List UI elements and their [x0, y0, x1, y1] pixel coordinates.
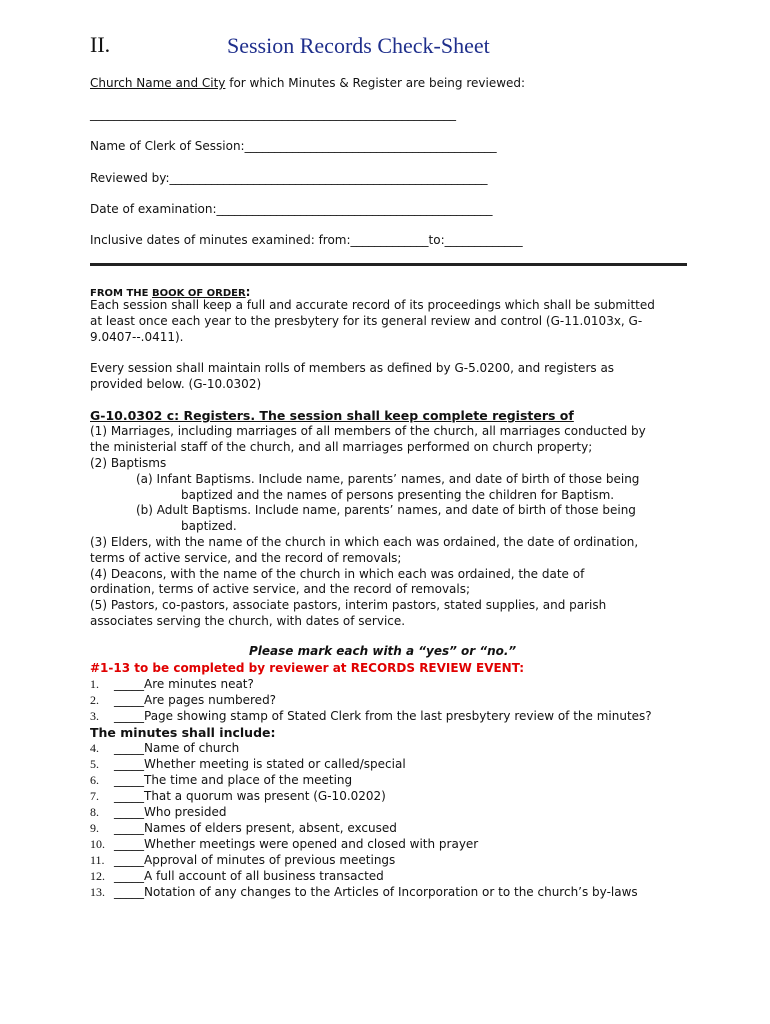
- checklist-item-number: 7.: [90, 789, 99, 803]
- registers-line-13: associates serving the church, with dates of service.: [90, 614, 406, 628]
- minutes-heading: The minutes shall include:: [90, 725, 276, 740]
- checklist-item[interactable]: [90, 773, 352, 788]
- checklist-item[interactable]: [90, 869, 384, 884]
- checklist-item[interactable]: [90, 741, 239, 756]
- checklist-item[interactable]: [90, 757, 406, 772]
- checklist-item-number: 8.: [90, 805, 99, 819]
- book-of-order-heading: [90, 285, 250, 299]
- checklist-item[interactable]: [90, 789, 386, 804]
- registers-line-9: terms of active service, and the record of removals;: [90, 551, 402, 565]
- registers-line-2: the ministerial staff of the church, and all marriages performed on church property;: [90, 440, 593, 454]
- checklist-item-text: _____Who presided: [114, 805, 227, 819]
- boo-paragraph-2-line-2: provided below. (G-10.0302): [90, 377, 262, 391]
- boo-heading-link: BOOK OF ORDER: [151, 288, 246, 299]
- checklist-item-number: 5.: [90, 757, 99, 771]
- checklist-item-text: _____Name of church: [114, 741, 240, 755]
- checklist-item-number: 4.: [90, 741, 99, 755]
- checklist-item-text: _____Whether meetings were opened and closed with prayer: [114, 837, 479, 851]
- inclusive-dates-field[interactable]: Inclusive dates of minutes examined: from:_____________to:_____________: [90, 233, 523, 247]
- checklist-item-text: _____Whether meeting is stated or called/special: [114, 757, 406, 771]
- checklist-item-number: 10.: [90, 837, 105, 851]
- checklist-item-number: 13.: [90, 885, 105, 899]
- church-name-label-rest: for which Minutes & Register are being reviewed:: [225, 76, 526, 90]
- checklist-item-text: _____Are minutes neat?: [114, 677, 254, 691]
- registers-line-5: baptized and the names of persons presenting the children for Baptism.: [181, 488, 615, 502]
- checklist-item[interactable]: [90, 853, 395, 868]
- checklist-item-text: _____Notation of any changes to the Articles of Incorporation or to the church’s by-laws: [114, 885, 638, 899]
- registers-heading: G-10.0302 c: Registers. The session shall keep complete registers of: [90, 408, 574, 423]
- registers-line-11: ordination, terms of active service, and the record of removals;: [90, 582, 471, 596]
- registers-line-8: (3) Elders, with the name of the church in which each was ordained, the date of ordination,: [90, 535, 639, 549]
- checklist-item-number: 3.: [90, 709, 99, 723]
- checklist-item[interactable]: [90, 709, 652, 724]
- boo-paragraph-1-line-3: 9.0407--.0411).: [90, 330, 184, 344]
- checklist-item[interactable]: [90, 837, 478, 852]
- horizontal-divider: [90, 263, 687, 266]
- checklist-item-text: _____Page showing stamp of Stated Clerk from the last presbytery review of the minutes?: [114, 709, 652, 723]
- checklist-item-number: 2.: [90, 693, 99, 707]
- boo-heading-suffix: :: [245, 285, 251, 299]
- checklist-item-number: 11.: [90, 853, 105, 867]
- registers-line-4: (a) Infant Baptisms. Include name, parents’ names, and date of birth of those being: [136, 472, 640, 486]
- boo-paragraph-1-line-1: Each session shall keep a full and accurate record of its proceedings which shall be submitted: [90, 298, 655, 312]
- checklist-item-text: _____Names of elders present, absent, excused: [114, 821, 397, 835]
- checklist-item-number: 1.: [90, 677, 99, 691]
- registers-line-7: baptized.: [181, 519, 237, 533]
- checklist-item[interactable]: [90, 677, 254, 692]
- instruction-text: Please mark each with a “yes” or “no.”: [249, 644, 517, 658]
- checklist-item-number: 9.: [90, 821, 99, 835]
- registers-line-6: (b) Adult Baptisms. Include name, parents’ names, and date of birth of those being: [136, 503, 636, 517]
- registers-line-10: (4) Deacons, with the name of the church in which each was ordained, the date of: [90, 567, 585, 581]
- boo-paragraph-2-line-1: Every session shall maintain rolls of members as defined by G-5.0200, and registers as: [90, 361, 615, 375]
- checklist-item-text: _____That a quorum was present (G-10.0202): [114, 789, 386, 803]
- checklist-item-text: _____A full account of all business transacted: [114, 869, 384, 883]
- clerk-of-session-field[interactable]: Name of Clerk of Session:__________________________________________: [90, 139, 497, 153]
- page-title: Session Records Check-Sheet: [227, 33, 490, 58]
- checklist-item[interactable]: [90, 885, 638, 900]
- checklist-item-text: _____Are pages numbered?: [114, 693, 277, 707]
- checklist-item[interactable]: [90, 805, 227, 820]
- church-name-blank[interactable]: _____________________________________________________________: [90, 107, 456, 121]
- checklist-item-text: _____The time and place of the meeting: [114, 773, 353, 787]
- reviewed-by-field[interactable]: Reviewed by:_____________________________________________________: [90, 171, 488, 185]
- section-number: II.: [90, 32, 111, 57]
- checklist-item-number: 6.: [90, 773, 99, 787]
- church-name-label: [90, 76, 525, 90]
- registers-line-12: (5) Pastors, co-pastors, associate pastors, interim pastors, stated supplies, and parish: [90, 598, 607, 612]
- date-of-examination-field[interactable]: Date of examination:______________________________________________: [90, 202, 493, 216]
- boo-heading-prefix: FROM THE: [90, 288, 152, 299]
- church-name-label-underlined: Church Name and City: [90, 76, 226, 90]
- checklist-item-text: _____Approval of minutes of previous meetings: [114, 853, 396, 867]
- boo-paragraph-1-line-2: at least once each year to the presbytery for its general review and control (G-11.0103x, G-: [90, 314, 643, 328]
- reviewer-note: #1-13 to be completed by reviewer at RECORDS REVIEW EVENT:: [90, 661, 525, 675]
- registers-line-3: (2) Baptisms: [90, 456, 167, 470]
- checklist-item[interactable]: [90, 821, 397, 836]
- checklist-item[interactable]: [90, 693, 276, 708]
- registers-line-1: (1) Marriages, including marriages of all members of the church, all marriages conducted by: [90, 424, 646, 438]
- checklist-item-number: 12.: [90, 869, 105, 883]
